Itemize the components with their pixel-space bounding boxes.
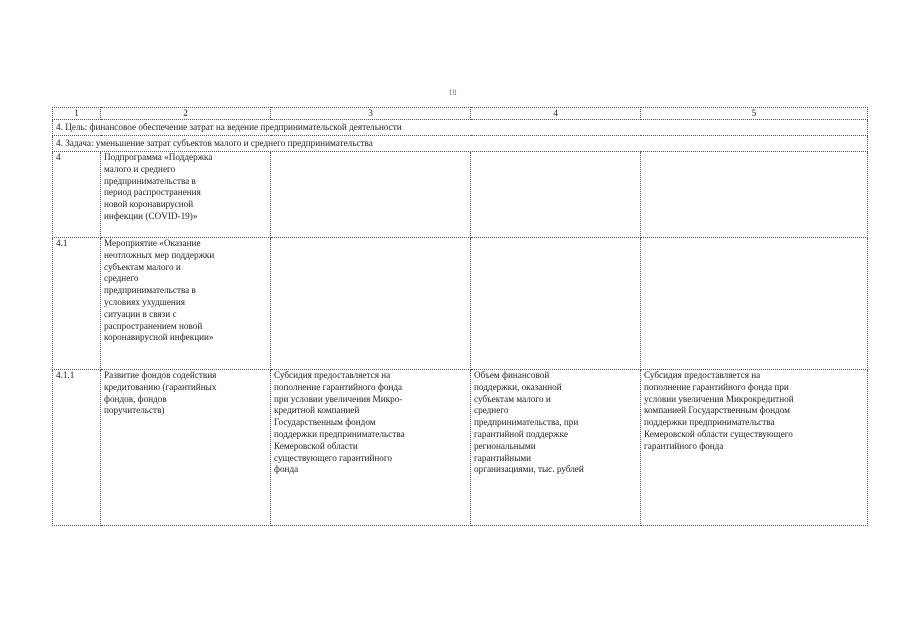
row-col5-cell — [641, 238, 868, 370]
row-number-cell: 4.1.1 — [53, 370, 101, 526]
row-name-cell: Мероприятие «Оказание неотложных мер поддержки субъектам малого и среднего предпринимательства в условиях ухудшения ситуации в связи с распространением новой коронавирусной инфекции» — [101, 238, 271, 370]
column-number-cell: 5 — [641, 108, 868, 120]
row-col5-cell — [641, 152, 868, 238]
row-name-cell: Подпрограмма «Поддержка малого и среднего предпринимательства в период распространения новой коронавирусной инфекции (COVID-19)» — [101, 152, 271, 238]
column-number-cell: 4 — [471, 108, 641, 120]
goal-row — [53, 120, 868, 136]
task-cell: 4. Задача: уменьшение затрат субъектов малого и среднего предпринимательства — [53, 136, 868, 152]
row-name-cell: Развитие фондов содействия кредитованию (гарантийных фондов, фондов поручительств) — [101, 370, 271, 526]
row-col3-cell — [271, 152, 471, 238]
row-col4-cell — [471, 152, 641, 238]
table-header-row — [53, 108, 868, 120]
row-col3-cell: Субсидия предоставляется на пополнение гарантийного фонда при условии увеличения Микро- кредитной компанией Государственным фондом поддержки предпринимательства Кемеровской области существующего гарантийного фонда — [271, 370, 471, 526]
row-number-cell: 4 — [53, 152, 101, 238]
goal-cell: 4. Цель: финансовое обеспечение затрат на ведение предпринимательской деятельности — [53, 120, 868, 136]
program-table — [52, 107, 868, 526]
column-number-cell: 1 — [53, 108, 101, 120]
column-number-cell: 3 — [271, 108, 471, 120]
table-row — [53, 370, 868, 526]
task-row — [53, 136, 868, 152]
row-number-cell: 4.1 — [53, 238, 101, 370]
column-number-cell: 2 — [101, 108, 271, 120]
row-col4-cell: Объем финансовой поддержки, оказанной субъектам малого и среднего предпринимательства, при гарантийной поддержке региональными гарантийными организациями, тыс. рублей — [471, 370, 641, 526]
row-col3-cell — [271, 238, 471, 370]
row-col5-cell: Субсидия предоставляется на пополнение гарантийного фонда при условии увеличения Микрокредитной компанией Государственным фондом поддержки предпринимательства Кемеровской области существующего гарантийного фонда — [641, 370, 868, 526]
table-row — [53, 152, 868, 238]
page-number: 18 — [448, 88, 457, 97]
table-row — [53, 238, 868, 370]
row-col4-cell — [471, 238, 641, 370]
